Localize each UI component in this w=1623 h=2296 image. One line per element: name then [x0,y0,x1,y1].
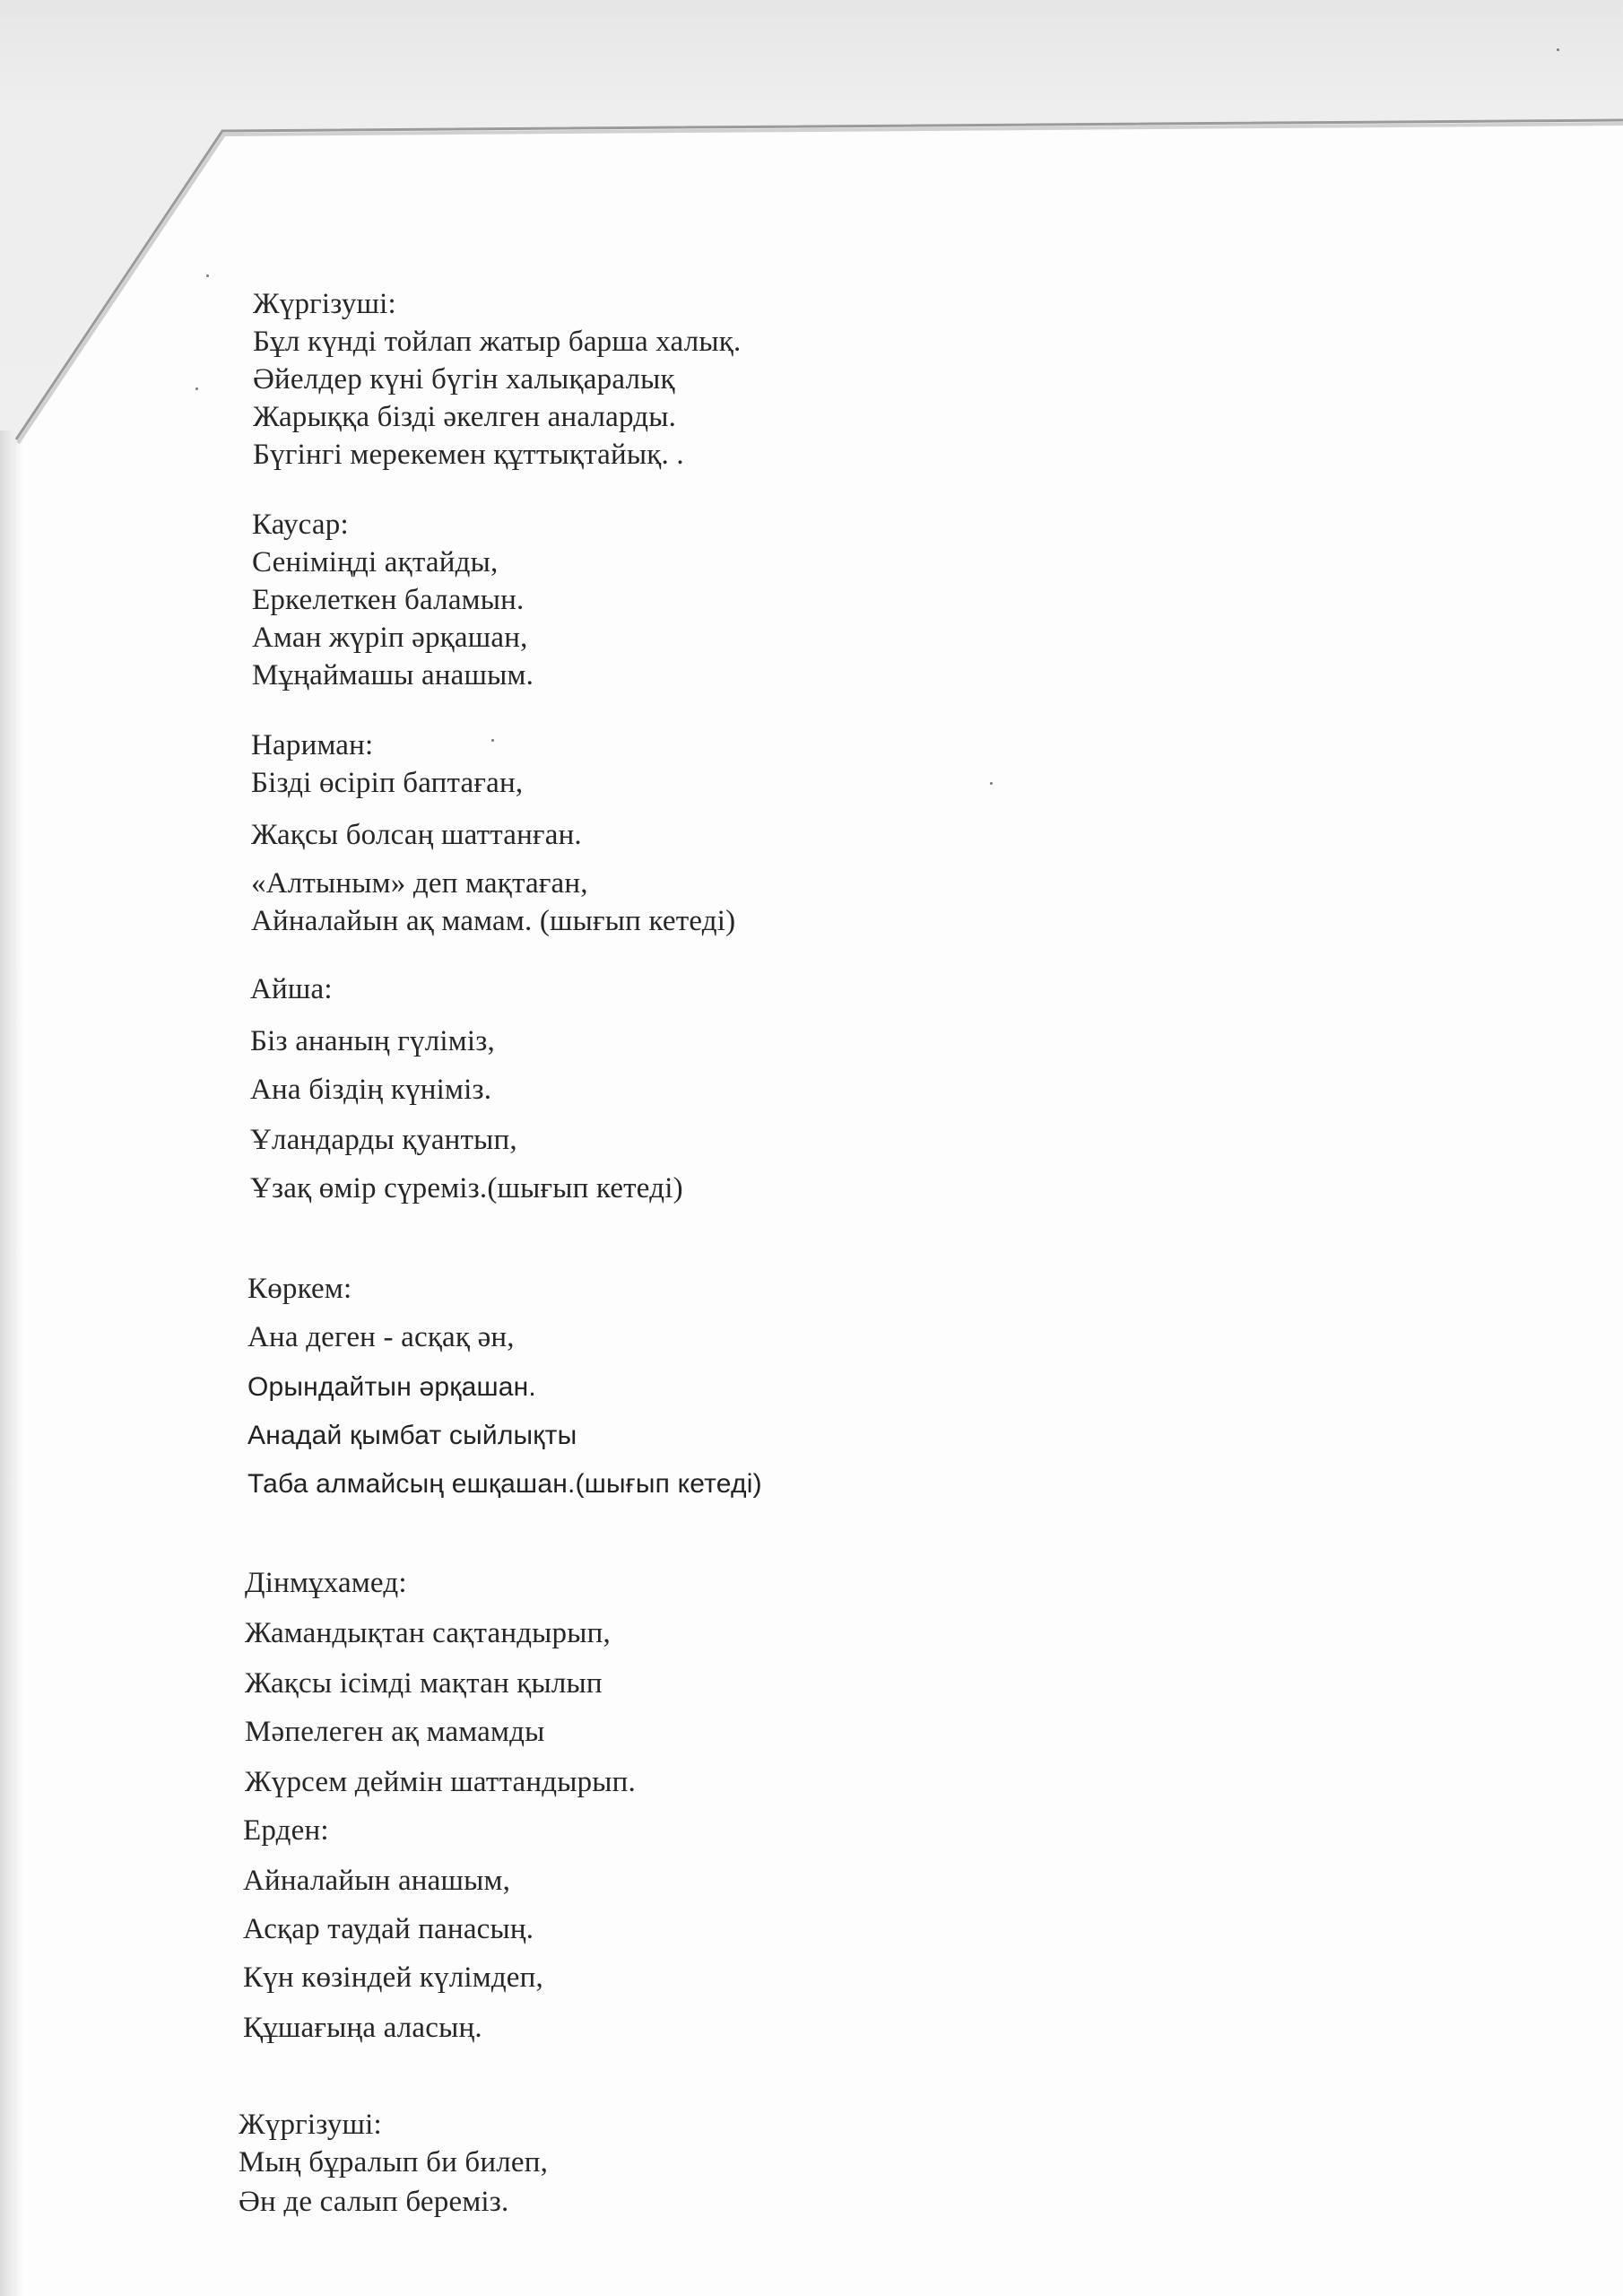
verse-line: Айналайын ақ мамам. (шығып кетеді) [251,905,736,937]
verse-line: Ұзақ өмір сүреміз.(шығып кетеді) [250,1172,683,1205]
verse-line: Сеніміңді ақтайды, [252,546,499,578]
speaker-name: Ерден: [243,1814,329,1847]
verse-line: Жарыққа бізді әкелген аналарды. [253,401,677,433]
verse-line: Ана біздің күніміз. [250,1074,492,1106]
speaker-name: Каусар: [252,509,349,541]
speaker-name: Жүргізуші: [239,2109,382,2141]
verse-line: Әйелдер күні бүгін халықаралық [253,363,675,396]
verse-line: Еркелеткен баламын. [252,584,525,616]
verse-line: Жақсы болсаң шаттанған. [251,819,582,851]
verse-line: Айналайын анашым, [243,1865,511,1897]
verse-line: Бүгінгі мерекемен құттықтайық. . [253,439,684,471]
verse-line: Құшағыңа аласың. [243,2012,482,2044]
verse-line: Асқар таудай панасың. [243,1913,534,1945]
verse-line: Ән де салып береміз. [239,2186,509,2218]
speaker-name: Айша: [250,973,333,1005]
speaker-name: Көркем: [247,1273,352,1305]
verse-line: Ұландарды қуантып, [250,1124,517,1156]
verse-line: Жамандықтан сақтандырып, [245,1617,611,1649]
verse-line: Күн көзіндей күлімдеп, [243,1961,543,1994]
verse-line: Аман жүріп әрқашан, [252,622,528,654]
verse-line: Бұл күнді тойлап жатыр барша халық. [253,326,742,358]
verse-line: Жүрсем деймін шаттандырып. [245,1766,636,1798]
verse-line: Анадай қымбат сыйлықты [247,1421,577,1450]
verse-line: «Алтыным» деп мақтаған, [251,867,588,900]
verse-line: Мәпелеген ақ мамамды [245,1716,545,1748]
verse-line: Ана деген - асқақ ән, [247,1321,515,1353]
verse-line: Жақсы ісімді мақтан қылып [245,1667,603,1700]
verse-line: Мұңаймашы анашым. [252,659,534,691]
verse-line: Біз ананың гүліміз, [250,1025,495,1057]
verse-line: Бізді өсіріп баптаған, [251,767,524,799]
verse-line: Таба алмайсың ешқашан.(шығып кетеді) [247,1469,762,1499]
verse-line: Орындайтын әрқашан. [247,1372,536,1402]
speaker-name: Нариман: [251,729,374,761]
verse-line: Мың бұралып би билеп, [239,2146,549,2179]
speaker-name: Жүргізуші: [253,288,396,320]
speaker-name: Дінмұхамед: [245,1567,407,1599]
